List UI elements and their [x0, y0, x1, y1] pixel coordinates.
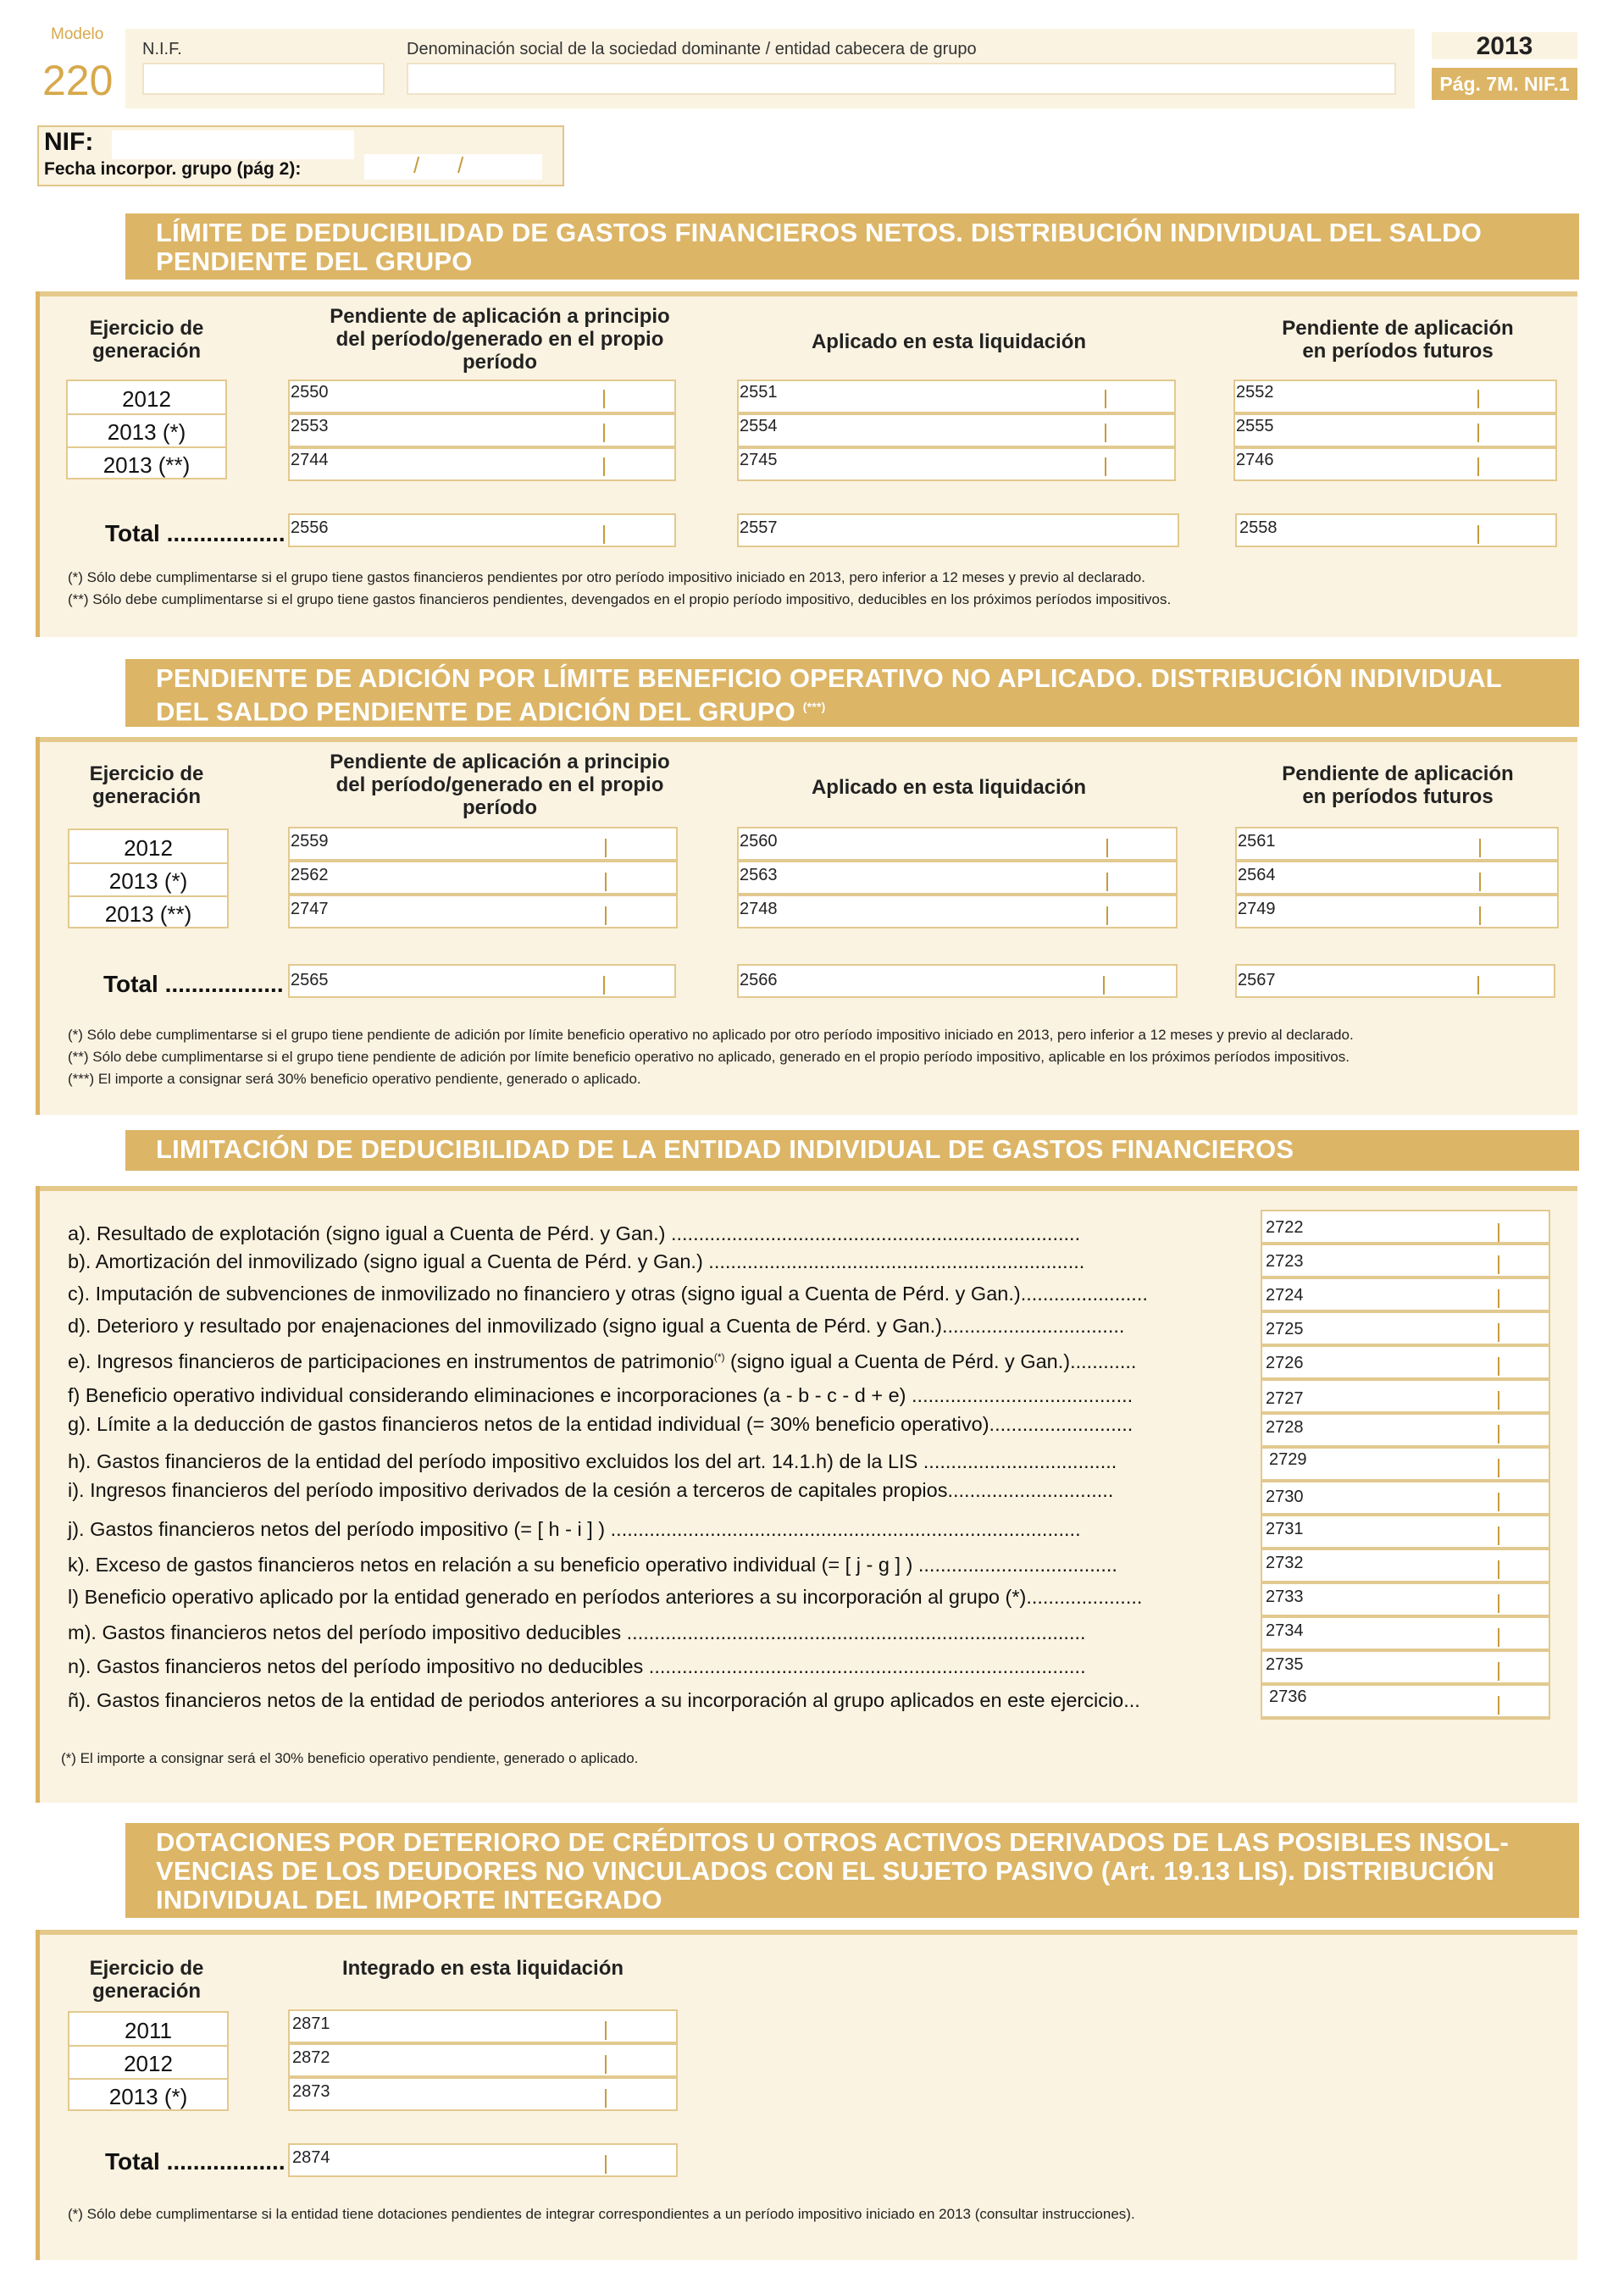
- year-cell: 2012: [122, 386, 171, 412]
- total-field-2556[interactable]: [288, 513, 676, 547]
- field-code: 2730: [1266, 1488, 1304, 1506]
- decimal-tick: [1106, 873, 1108, 891]
- col-pendiente-header: [297, 751, 703, 819]
- decimal-tick: [1498, 1560, 1499, 1579]
- field-code: 2728: [1266, 1418, 1304, 1437]
- field-code: 2733: [1266, 1588, 1304, 1606]
- amount-field-2551[interactable]: [737, 380, 1176, 413]
- decimal-tick: [1477, 390, 1479, 408]
- denominacion-field[interactable]: [407, 63, 1396, 95]
- year-cell: 2013 (**): [104, 901, 192, 927]
- amount-field-2748[interactable]: [737, 895, 1178, 928]
- decimal-tick: [603, 525, 605, 544]
- calc-field-2724[interactable]: [1261, 1277, 1550, 1311]
- field-code: 2554: [740, 417, 778, 435]
- calc-field-2726[interactable]: [1261, 1345, 1550, 1379]
- decimal-tick: [1498, 1357, 1499, 1376]
- amount-field-2563[interactable]: [737, 861, 1178, 895]
- decimal-tick: [1498, 1459, 1499, 1477]
- field-code: 2732: [1266, 1554, 1304, 1572]
- decimal-tick: [1103, 976, 1105, 995]
- section2-top-rule: [39, 737, 1577, 742]
- col-header-text: Pendiente de aplicación: [1282, 762, 1514, 785]
- decimal-tick: [1498, 1594, 1499, 1613]
- section2-total-label: Total ..................: [103, 971, 284, 997]
- decimal-tick: [603, 457, 605, 476]
- date-separator: /: [413, 152, 420, 178]
- decimal-tick: [1498, 1628, 1499, 1647]
- section2-note: (*) Sólo debe cumplimentarse si el grupo tiene pendiente de adición por límite beneficio operativo no aplicado por otro período impositivo iniciado en 2013, pero inferior a 12 meses y previo al declarado.: [68, 1027, 1354, 1043]
- field-code: 2567: [1238, 971, 1276, 989]
- year-cell: 2012: [124, 2051, 173, 2076]
- section2-title-sup: (***): [802, 700, 826, 713]
- amount-field-2555[interactable]: [1233, 413, 1557, 447]
- field-code: 2873: [292, 2082, 330, 2101]
- col-integrado-header: Integrado en esta liquidación: [341, 1957, 624, 1980]
- date-separator: /: [457, 152, 464, 178]
- calc-row-label: c). Imputación de subvenciones de inmovilizado no financiero y otras (signo igual a Cuenta de Pérd. y Gan.).......................: [68, 1283, 1148, 1305]
- year-cell: 2011: [125, 2018, 172, 2043]
- year-divider: [68, 446, 225, 448]
- year-cell: 2013 (*): [108, 2084, 188, 2109]
- calc-row-label: d). Deterioro y resultado por enajenaciones del inmovilizado (signo igual a Cuenta de Pérd. y Gan.).................................: [68, 1315, 1125, 1337]
- field-code: 2726: [1266, 1354, 1304, 1372]
- calc-row-label-sup: (*): [713, 1351, 725, 1364]
- calc-row-label: j). Gastos financieros netos del período impositivo (= [ h - i ] ) .....................................................................................: [68, 1518, 1081, 1540]
- amount-field-2749[interactable]: [1235, 895, 1559, 928]
- section1-title-line1: LÍMITE DE DEDUCIBILIDAD DE GASTOS FINANCIEROS NETOS. DISTRIBUCIÓN INDIVIDUAL DEL SALDO: [156, 218, 1483, 247]
- decimal-tick: [605, 2089, 607, 2108]
- fecha-field[interactable]: [364, 154, 542, 180]
- total-field-2566[interactable]: [737, 964, 1178, 998]
- decimal-tick: [605, 906, 607, 925]
- amount-field-2553[interactable]: [288, 413, 676, 447]
- modelo-label: Modelo: [51, 25, 104, 43]
- fecha-label: Fecha incorpor. grupo (pág 2):: [44, 159, 302, 179]
- field-code: 2553: [291, 417, 329, 435]
- field-code: 2565: [291, 971, 329, 989]
- section3-note: (*) El importe a consignar será el 30% beneficio operativo pendiente, generado o aplicado.: [61, 1750, 639, 1766]
- field-code: 2722: [1266, 1218, 1304, 1237]
- calc-row-label: k). Exceso de gastos financieros netos en relación a su beneficio operativo individual (= [ j - g ] ) ....................................: [68, 1554, 1117, 1576]
- section1-title-line2: PENDIENTE DEL GRUPO: [156, 247, 473, 276]
- nif-label: N.I.F.: [142, 40, 182, 58]
- amount-field-2560[interactable]: [737, 827, 1178, 861]
- section1-top-rule: [39, 291, 1577, 296]
- calc-field-2725[interactable]: [1261, 1311, 1550, 1345]
- calc-row-label: g). Límite a la deducción de gastos financieros netos de la entidad individual (= 30% beneficio operativo)..........................: [68, 1413, 1133, 1435]
- section2-title-line2: [156, 693, 1596, 725]
- calc-row-label: f) Beneficio operativo individual considerando eliminaciones e incorporaciones (a - b - c - d + e) ........................................: [68, 1384, 1133, 1406]
- section1-left-rule: [36, 291, 40, 637]
- field-code: 2561: [1238, 832, 1276, 851]
- decimal-tick: [1498, 1425, 1499, 1444]
- decimal-tick: [1477, 424, 1479, 442]
- field-code: 2560: [740, 832, 778, 851]
- field-code: 2559: [291, 832, 329, 851]
- field-code: 2744: [291, 451, 329, 469]
- amount-field-2873[interactable]: [288, 2077, 678, 2111]
- col-pendiente-header: [297, 305, 703, 374]
- amount-field-2747[interactable]: [288, 895, 678, 928]
- decimal-tick: [1479, 873, 1481, 891]
- calc-row-label: [68, 1350, 1136, 1373]
- total-field-2557[interactable]: [737, 513, 1179, 547]
- field-code: 2551: [740, 383, 778, 402]
- year-cell: 2013 (**): [103, 452, 191, 478]
- year-cell: 2012: [124, 835, 173, 861]
- field-code: 2558: [1239, 518, 1278, 537]
- decimal-tick: [603, 390, 605, 408]
- section2-title-line2-text: DEL SALDO PENDIENTE DE ADICIÓN DEL GRUPO: [156, 696, 795, 727]
- nif-box-label: NIF:: [44, 128, 94, 156]
- section2-year-box: [68, 828, 229, 928]
- year-cell: 2013 (*): [107, 419, 186, 445]
- field-code: 2555: [1236, 417, 1274, 435]
- amount-field-2550[interactable]: [288, 380, 676, 413]
- decimal-tick: [603, 976, 605, 995]
- field-code: 2564: [1238, 866, 1276, 884]
- field-code: 2552: [1236, 383, 1274, 402]
- field-code: 2749: [1238, 900, 1276, 918]
- calc-field-2731[interactable]: [1261, 1515, 1550, 1549]
- decimal-tick: [1106, 906, 1108, 925]
- decimal-tick: [605, 2055, 607, 2074]
- calc-field-2733[interactable]: [1261, 1582, 1550, 1616]
- field-code: 2874: [292, 2148, 330, 2167]
- section4-year-box: [68, 2011, 229, 2111]
- year-divider: [69, 2078, 227, 2080]
- section1-year-box: [66, 380, 227, 479]
- total-field-2874[interactable]: [288, 2143, 678, 2177]
- decimal-tick: [1498, 1527, 1499, 1545]
- calc-field-2728[interactable]: [1261, 1413, 1550, 1447]
- decimal-tick: [1477, 525, 1479, 544]
- calc-row-label: m). Gastos financieros netos del período impositivo deducibles ...................................................................................: [68, 1621, 1086, 1643]
- section4-total-label: Total ..................: [105, 2148, 285, 2175]
- decimal-tick: [1477, 457, 1479, 476]
- calc-field-2723[interactable]: [1261, 1244, 1550, 1277]
- col-header-text: Ejercicio de: [89, 762, 204, 785]
- calc-field-2732[interactable]: [1261, 1549, 1550, 1582]
- col-futuros-header: [1237, 317, 1559, 363]
- amount-field-2744[interactable]: [288, 447, 676, 481]
- field-code: 2871: [292, 2014, 330, 2033]
- decimal-tick: [1498, 1289, 1499, 1308]
- calc-field-2735[interactable]: [1261, 1650, 1550, 1684]
- field-code: 2734: [1266, 1621, 1304, 1640]
- calc-row-label: h). Gastos financieros de la entidad del período impositivo excluidos los del art. 14.1.h) de la LIS ...................................: [68, 1450, 1117, 1472]
- field-code: 2725: [1266, 1320, 1304, 1338]
- amount-field-2746[interactable]: [1233, 447, 1557, 481]
- col-aplicado-header: Aplicado en esta liquidación: [811, 330, 1087, 353]
- denominacion-label: Denominación social de la sociedad dominante / entidad cabecera de grupo: [407, 40, 977, 58]
- section3-top-rule: [39, 1186, 1577, 1191]
- decimal-tick: [1498, 1255, 1499, 1274]
- col-header-text: generación: [91, 1980, 202, 2003]
- page-label: Pág. 7M. NIF.1: [1439, 73, 1570, 95]
- section1-total-label: Total ..................: [105, 520, 285, 546]
- col-header-text: Ejercicio de: [89, 1957, 204, 1980]
- decimal-tick: [605, 2021, 607, 2040]
- calc-field-2727[interactable]: [1261, 1379, 1550, 1413]
- calc-row-label: ñ). Gastos financieros netos de la entidad de periodos anteriores a su incorporación al grupo aplicados en este ejercicio...: [68, 1689, 1140, 1711]
- field-code: 2562: [291, 866, 329, 884]
- field-code: 2748: [740, 900, 778, 918]
- section4-title-line1: DOTACIONES POR DETERIORO DE CRÉDITOS U OTROS ACTIVOS DERIVADOS DE LAS POSIBLES INSOL-: [156, 1827, 1510, 1857]
- calc-row-label: i). Ingresos financieros del período impositivo derivados de la cesión a terceros de capitales propios..............................: [68, 1479, 1114, 1501]
- decimal-tick: [1498, 1493, 1499, 1511]
- field-code: 2729: [1269, 1450, 1307, 1469]
- section3-title: LIMITACIÓN DE DEDUCIBILIDAD DE LA ENTIDAD INDIVIDUAL DE GASTOS FINANCIEROS: [156, 1134, 1294, 1164]
- col-header-text: Pendiente de aplicación: [1282, 317, 1514, 340]
- col-header-text: período: [463, 796, 537, 819]
- year-divider: [69, 895, 227, 897]
- calc-row-label: a). Resultado de explotación (signo igual a Cuenta de Pérd. y Gan.) ..........................................................................: [68, 1222, 1081, 1244]
- col-ejercicio-header: [66, 762, 227, 808]
- year-divider: [69, 862, 227, 864]
- section4-note: (*) Sólo debe cumplimentarse si la entidad tiene dotaciones pendientes de integrar correspondientes a un período impositivo iniciado en 2013 (consultar instrucciones).: [68, 2206, 1135, 2222]
- amount-field-2552[interactable]: [1233, 380, 1557, 413]
- section3-left-rule: [36, 1186, 40, 1803]
- total-field-2558[interactable]: [1235, 513, 1557, 547]
- section2-note: (***) El importe a consignar será 30% beneficio operativo pendiente, generado o aplicado.: [68, 1071, 641, 1087]
- col-header-text: generación: [91, 340, 202, 363]
- section4-title-line2: VENCIAS DE LOS DEUDORES NO VINCULADOS CON EL SUJETO PASIVO (Art. 19.13 LIS). DISTRIBUCIÓN: [156, 1856, 1495, 1886]
- field-code: 2745: [740, 451, 778, 469]
- field-code: 2736: [1269, 1687, 1307, 1706]
- decimal-tick: [1479, 839, 1481, 857]
- amount-field-2564[interactable]: [1235, 861, 1559, 895]
- modelo-number: 220: [42, 57, 114, 104]
- nif-header-field[interactable]: [142, 63, 385, 95]
- col-header-text: en períodos futuros: [1302, 340, 1494, 363]
- field-code: 2550: [291, 383, 329, 402]
- field-code: 2724: [1266, 1286, 1304, 1305]
- field-code: 2872: [292, 2048, 330, 2067]
- col-header-text: período: [463, 351, 537, 374]
- col-header-text: Pendiente de aplicación a principio: [330, 751, 670, 773]
- section4-top-rule: [39, 1930, 1577, 1935]
- calc-field-2730[interactable]: [1261, 1481, 1550, 1515]
- calc-row-label: n). Gastos financieros netos del período impositivo no deducibles ...............................................................................: [68, 1655, 1086, 1677]
- field-code: 2723: [1266, 1252, 1304, 1271]
- col-header-text: generación: [91, 785, 202, 808]
- nif-box-field[interactable]: [112, 130, 354, 159]
- year-divider: [68, 413, 225, 415]
- decimal-tick: [1498, 1391, 1499, 1410]
- col-ejercicio-header: [66, 1957, 227, 2003]
- decimal-tick: [1498, 1323, 1499, 1342]
- col-aplicado-header: Aplicado en esta liquidación: [811, 776, 1087, 799]
- calc-row-label-text: (signo igual a Cuenta de Pérd. y Gan.)............: [724, 1350, 1137, 1372]
- decimal-tick: [605, 2155, 607, 2174]
- section2-note: (**) Sólo debe cumplimentarse si el grupo tiene pendiente de adición por límite beneficio operativo no aplicado, generado en el propio período impositivo, aplicable en los próximos períodos impositivos.: [68, 1049, 1350, 1065]
- total-field-2565[interactable]: [288, 964, 676, 998]
- field-code: 2746: [1236, 451, 1274, 469]
- amount-field-2554[interactable]: [737, 413, 1176, 447]
- decimal-tick: [1498, 1662, 1499, 1681]
- decimal-tick: [605, 873, 607, 891]
- decimal-tick: [1105, 424, 1106, 442]
- section2-title-line1: PENDIENTE DE ADICIÓN POR LÍMITE BENEFICIO OPERATIVO NO APLICADO. DISTRIBUCIÓN INDIVIDUAL: [156, 663, 1502, 693]
- field-code: 2556: [291, 518, 329, 537]
- section4-title-line3: INDIVIDUAL DEL IMPORTE INTEGRADO: [156, 1885, 662, 1915]
- calc-row-label: b). Amortización del inmovilizado (signo igual a Cuenta de Pérd. y Gan.) ....................................................................: [68, 1250, 1085, 1272]
- field-code: 2557: [740, 518, 778, 537]
- amount-field-2561[interactable]: [1235, 827, 1559, 861]
- decimal-tick: [1106, 839, 1108, 857]
- col-header-text: Ejercicio de: [89, 317, 204, 340]
- decimal-tick: [603, 424, 605, 442]
- field-code: 2735: [1266, 1655, 1304, 1674]
- field-code: 2727: [1266, 1389, 1304, 1408]
- decimal-tick: [1477, 976, 1479, 995]
- col-ejercicio-header: [66, 317, 227, 363]
- decimal-tick: [1498, 1223, 1499, 1242]
- field-code: 2747: [291, 900, 329, 918]
- amount-field-2562[interactable]: [288, 861, 678, 895]
- year-divider: [69, 2045, 227, 2047]
- field-code: 2731: [1266, 1520, 1304, 1538]
- col-header-text: en períodos futuros: [1302, 785, 1494, 808]
- calc-row-label-text: e). Ingresos financieros de participaciones en instrumentos de patrimonio: [68, 1350, 714, 1372]
- col-header-text: Pendiente de aplicación a principio: [330, 305, 670, 328]
- section1-note: (*) Sólo debe cumplimentarse si el grupo tiene gastos financieros pendientes por otro período impositivo iniciado en 2013, pero inferior a 12 meses y previo al declarado.: [68, 569, 1145, 585]
- col-futuros-header: [1237, 762, 1559, 808]
- col-header-text: del período/generado en el propio: [335, 773, 664, 796]
- section4-left-rule: [36, 1930, 40, 2260]
- calc-field-2722[interactable]: [1261, 1210, 1550, 1244]
- total-field-2567[interactable]: [1235, 964, 1555, 998]
- amount-field-2745[interactable]: [737, 447, 1176, 481]
- amount-field-2872[interactable]: [288, 2043, 678, 2077]
- field-code: 2563: [740, 866, 778, 884]
- decimal-tick: [605, 839, 607, 857]
- decimal-tick: [1105, 457, 1106, 476]
- year-label: 2013: [1476, 32, 1533, 60]
- decimal-tick: [1479, 906, 1481, 925]
- decimal-tick: [1498, 1696, 1499, 1715]
- amount-field-2871[interactable]: [288, 2009, 678, 2043]
- col-header-text: del período/generado en el propio: [335, 328, 664, 351]
- decimal-tick: [1105, 390, 1106, 408]
- section1-note: (**) Sólo debe cumplimentarse si el grupo tiene gastos financieros pendientes, devengados en el propio período impositivo, deducibles en los próximos períodos impositivos.: [68, 591, 1172, 607]
- amount-field-2559[interactable]: [288, 827, 678, 861]
- field-code: 2566: [740, 971, 778, 989]
- section2-left-rule: [36, 737, 40, 1115]
- calc-row-label: l) Beneficio operativo aplicado por la entidad generado en períodos anteriores a su incorporación al grupo (*).....................: [68, 1586, 1143, 1608]
- calc-field-2734[interactable]: [1261, 1616, 1550, 1650]
- year-cell: 2013 (*): [108, 868, 188, 894]
